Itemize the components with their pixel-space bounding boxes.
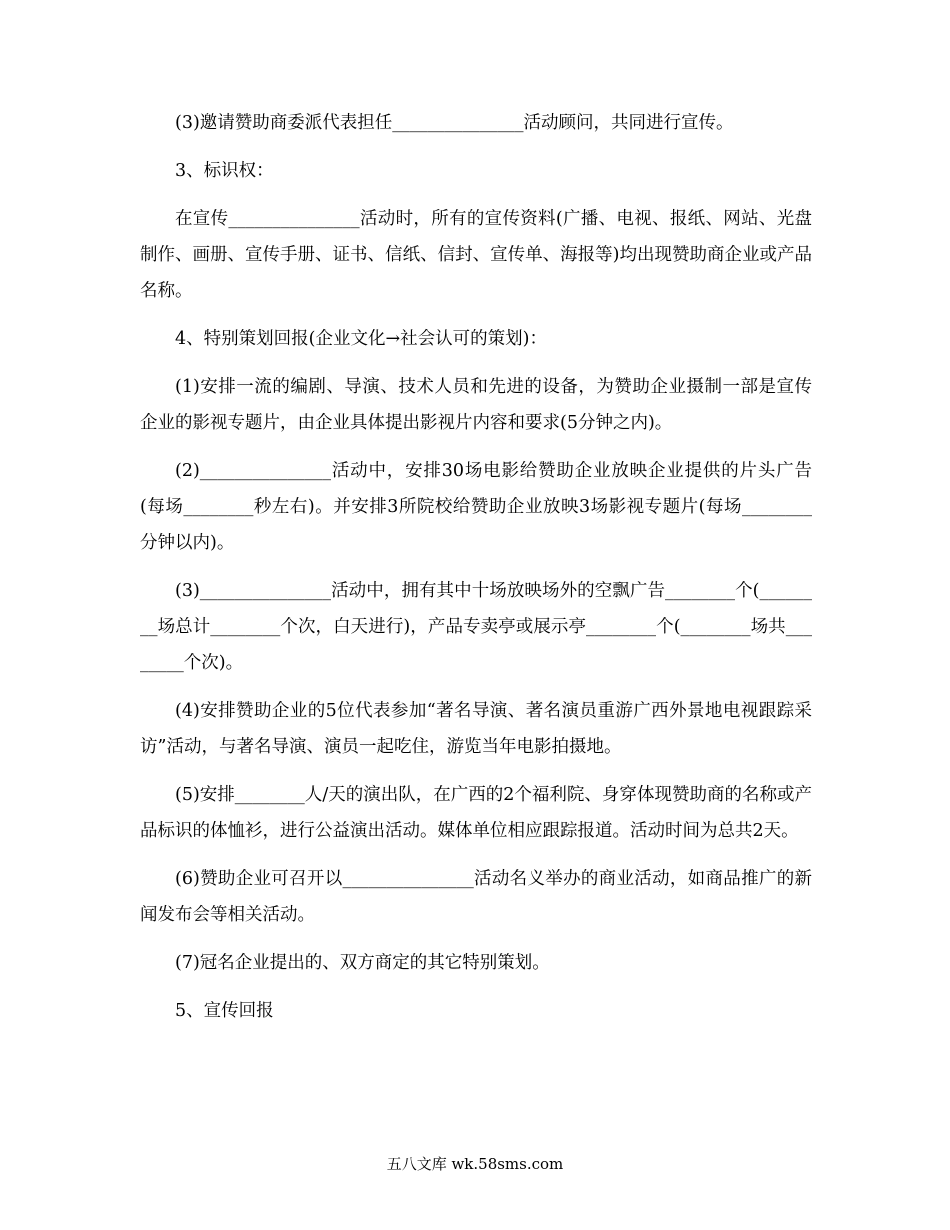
paragraph-item-6-commercial-events: (6)赞助企业可召开以_______________活动名义举办的商业活动，如商品推广的新闻发布会等相关活动。 bbox=[140, 869, 812, 925]
paragraph-promotional-materials: 在宣传_______________活动时，所有的宣传资料(广播、电视、报纸、网站、光盘制作、画册、宣传手册、证书、信纸、信封、宣传单、海报等)均出现赞助商企业或产品名称。 bbox=[140, 209, 812, 301]
paragraph-item-5-performance: (5)安排________人/天的演出队，在广西的2个福利院、身穿体现赞助商的名称或产品标识的体恤衫，进行公益演出活动。媒体单位相应跟踪报道。活动时间为总共2天。 bbox=[140, 785, 812, 841]
paragraph-item-7-other-planning: (7)冠名企业提出的、双方商定的其它特别策划。 bbox=[175, 953, 550, 973]
paragraph-item-4-representatives: (4)安排赞助企业的5位代表参加“著名导演、著名演员重游广西外景地电视跟踪采访”活动，与著名导演、演员一起吃住，游览当年电影拍摄地。 bbox=[140, 701, 812, 757]
section-heading-logo-rights: 3、标识权： bbox=[175, 161, 274, 181]
paragraph-sponsor-advisor: (3)邀请赞助商委派代表担任_______________活动顾问，共同进行宣传。 bbox=[175, 113, 734, 133]
document-body bbox=[140, 105, 812, 1041]
paragraph-item-1-film: (1)安排一流的编剧、导演、技术人员和先进的设备，为赞助企业摄制一部是宣传企业的影视专题片，由企业具体提出影视片内容和要求(5分钟之内)。 bbox=[140, 377, 812, 433]
page-footer: 五八文库 wk.58sms.com bbox=[386, 1155, 564, 1173]
section-heading-special-planning: 4、特别策划回报(企业文化→社会认可的策划)： bbox=[175, 329, 547, 349]
paragraph-item-2-screenings: (2)_______________活动中，安排30场电影给赞助企业放映企业提供的片头广告(每场________秒左右)。并安排3所院校给赞助企业放映3场影视专题片(每场________分钟以内)。 bbox=[140, 461, 812, 553]
paragraph-item-3-balloon-ads: (3)_______________活动中，拥有其中十场放映场外的空飘广告________个(________场总计________个次，白天进行)，产品专卖亭或展示亭________个(________场共________个次)。 bbox=[140, 581, 812, 673]
section-heading-publicity-returns: 5、宣传回报 bbox=[175, 1001, 274, 1021]
